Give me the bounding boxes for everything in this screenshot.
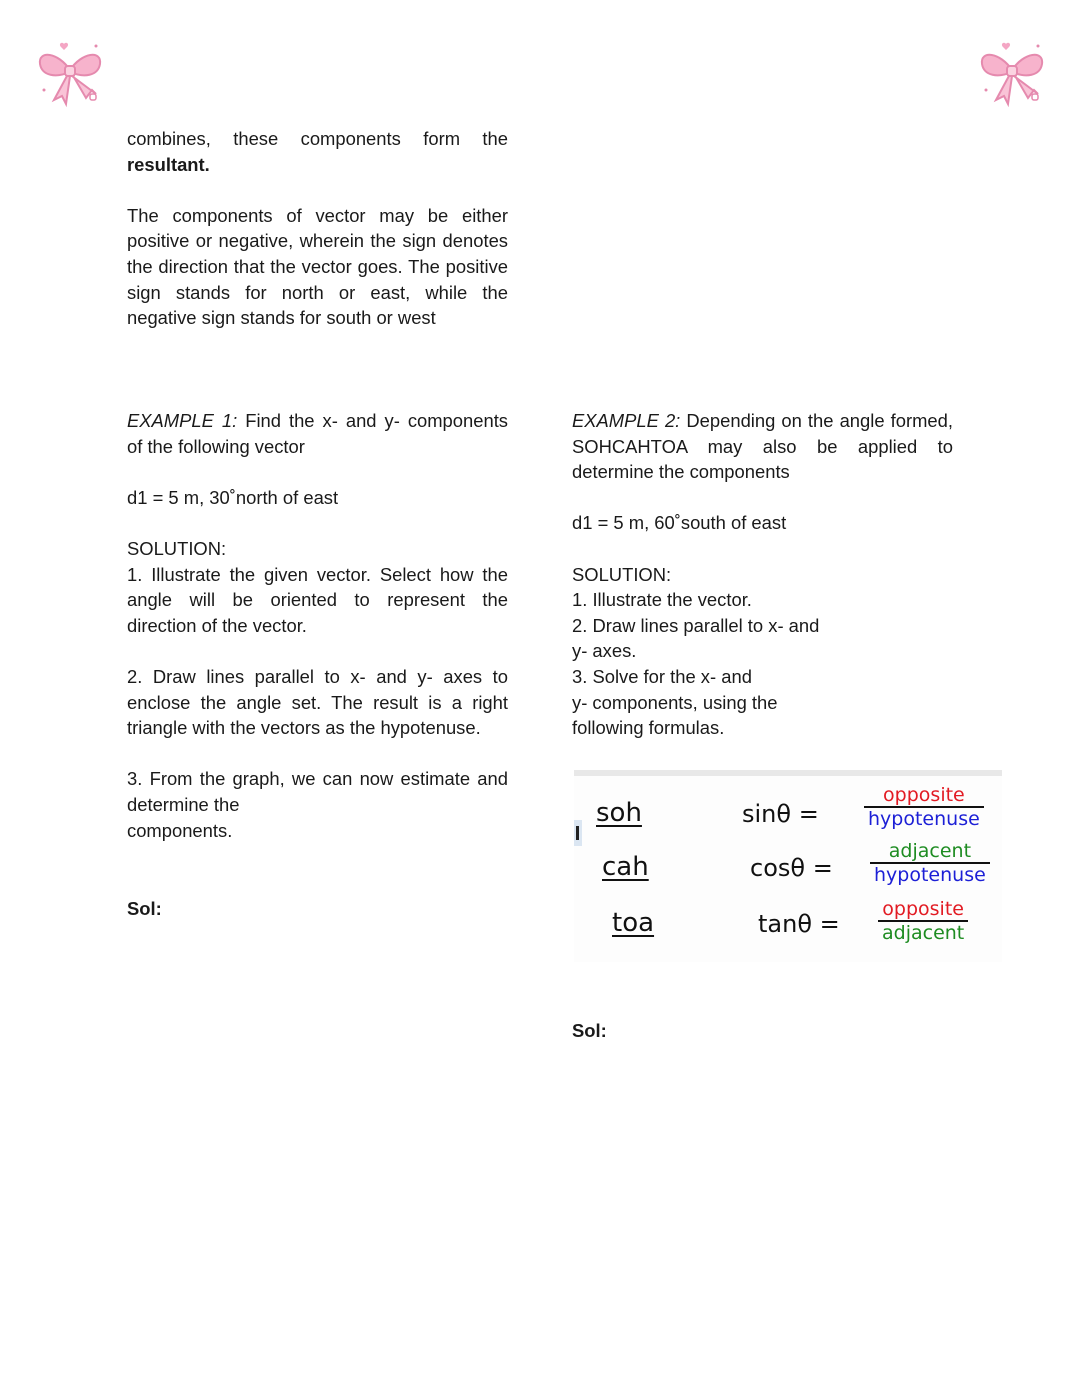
cursor-marker xyxy=(574,820,582,846)
mnemonic-soh: soh xyxy=(596,798,642,828)
step-1: 1. Illustrate the given vector. Select how the angle will be oriented to represent the direction of the vector. xyxy=(127,563,508,636)
pink-bow-icon xyxy=(30,32,110,112)
example-1-prompt: EXAMPLE 1: Find the x- and y- components of the following vector xyxy=(127,410,509,457)
sohcahtoa-formula-image xyxy=(574,770,1002,962)
intro-section xyxy=(127,126,508,331)
step-3: 3. Solve for the x- and xyxy=(572,665,752,687)
sin-fraction: opposite hypotenuse xyxy=(864,784,984,830)
mnemonic-cah: cah xyxy=(602,852,649,882)
step-3-cont: y- components, using the xyxy=(572,691,778,713)
mnemonic-toa: toa xyxy=(612,908,655,938)
sign-explanation: The components of vector may be either positive or negative, wherein the sign denotes the direction that the vector goes. The positive sign stands for north or east, while the negative sign stands for south or west xyxy=(127,204,508,329)
cos-formula: cosθ = xyxy=(750,854,833,882)
step-3-cont: components. xyxy=(127,819,233,841)
example-1-given: d1 = 5 m, 30˚north of east xyxy=(127,486,339,508)
intro-line: combines, these components form the xyxy=(127,128,508,149)
example-1-sol-label: Sol: xyxy=(127,898,162,919)
example-2-sol-label: Sol: xyxy=(572,1020,607,1041)
step-2-cont: y- axes. xyxy=(572,640,637,662)
example-2-label: EXAMPLE 2: xyxy=(572,410,681,431)
tan-fraction: opposite adjacent xyxy=(878,898,968,944)
step-1: 1. Illustrate the vector. xyxy=(572,589,752,611)
example-2 xyxy=(572,408,953,741)
example-1-label: EXAMPLE 1: xyxy=(127,410,238,431)
example-2-given: d1 = 5 m, 60˚south of east xyxy=(572,512,787,534)
example-2-prompt: EXAMPLE 2: Depending on the angle formed, SOHCAHTOA may also be applied to determine the components xyxy=(572,410,953,483)
step-3: 3. From the graph, we can now estimate and determine the xyxy=(127,768,508,815)
resultant-term: resultant. xyxy=(127,153,210,175)
tan-formula: tanθ = xyxy=(758,910,840,938)
solution-heading: SOLUTION: xyxy=(127,537,227,559)
step-3-cont: following formulas. xyxy=(572,717,725,739)
step-2: 2. Draw lines parallel to x- and xyxy=(572,614,820,636)
cos-fraction: adjacent hypotenuse xyxy=(870,840,990,886)
step-2: 2. Draw lines parallel to x- and y- axes to enclose the angle set. The result is a right triangle with the vectors as the hypotenuse. xyxy=(127,665,508,739)
solution-heading: SOLUTION: xyxy=(572,563,672,585)
example-1 xyxy=(127,408,508,843)
sin-formula: sinθ = xyxy=(742,800,819,828)
pink-bow-icon xyxy=(972,32,1052,112)
